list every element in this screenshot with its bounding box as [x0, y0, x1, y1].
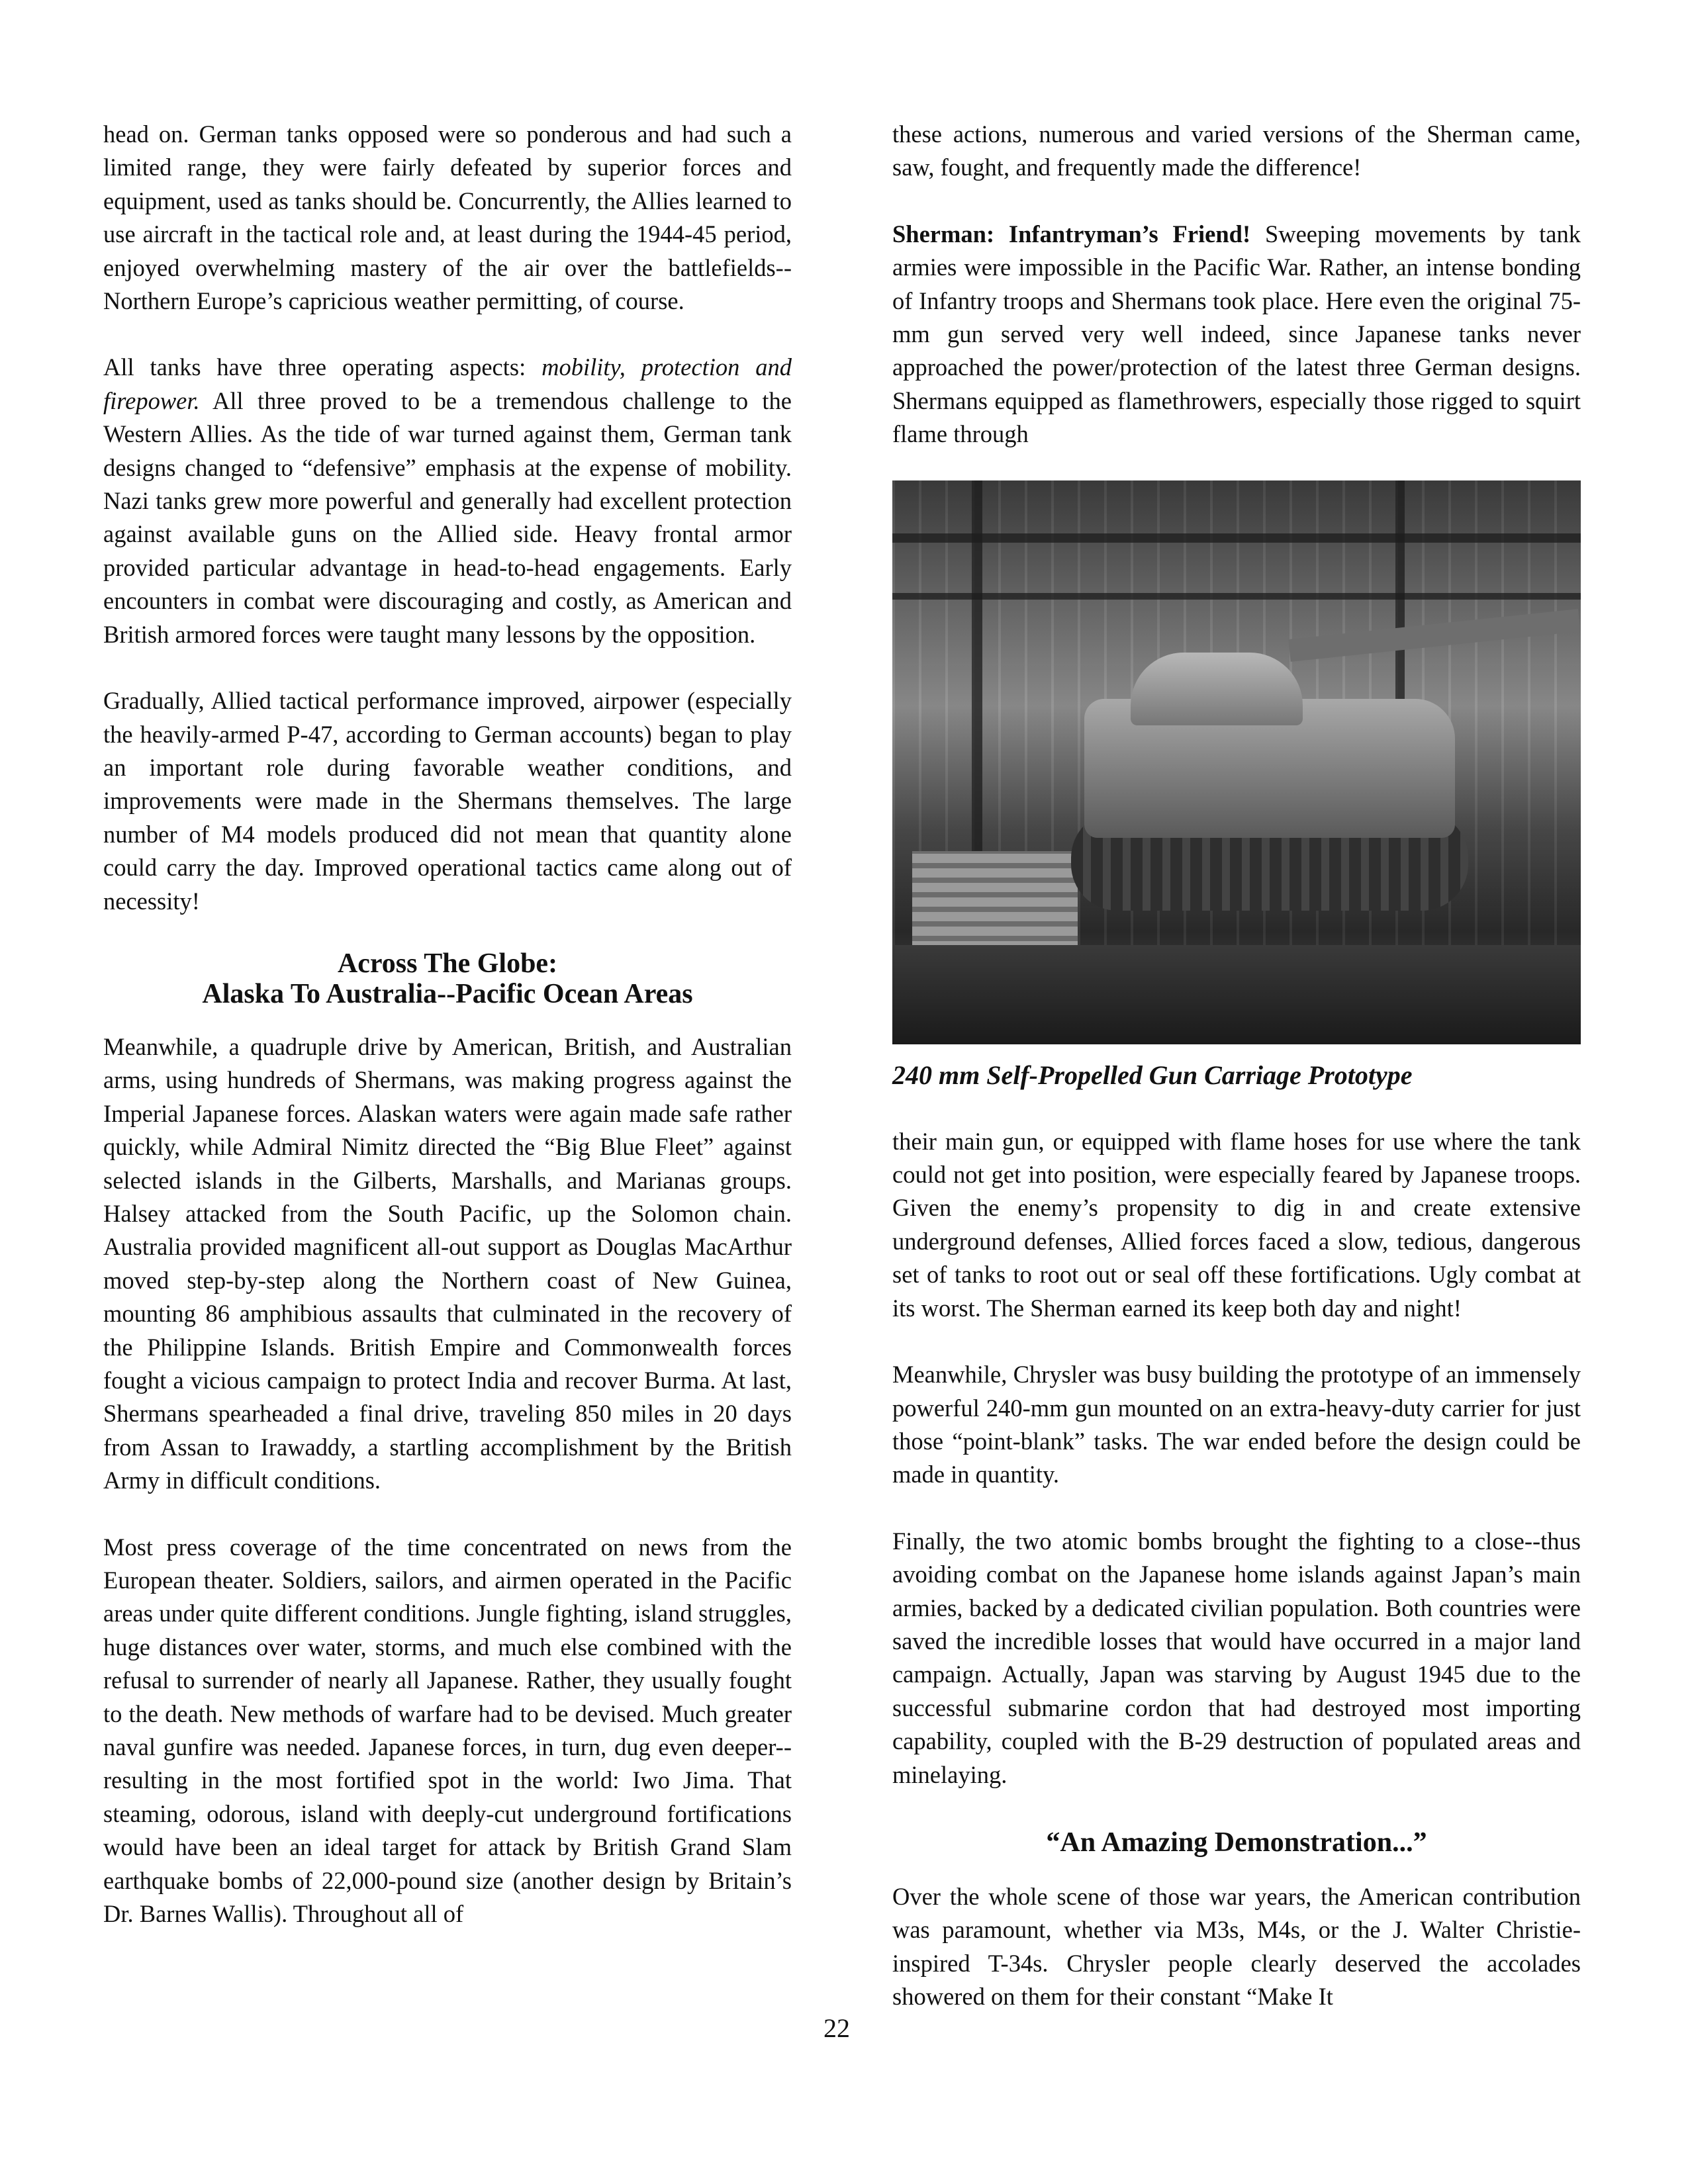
section-heading-line-2: Alaska To Australia--Pacific Ocean Areas: [202, 978, 693, 1009]
paragraph-text: All tanks have three operating aspects:: [103, 353, 542, 381]
section-heading: [103, 946, 792, 1012]
paragraph-text: Sweeping movements by tank armies were impossible in the Pacific War. Rather, an intense bonding of Infantry troops and Shermans took place. Here even the original 75-mm gun served very well indeed, since Japanese tanks never approached the power/protection of the latest three German designs. Shermans equipped as flamethrowers, especially those rigged to squirt flame through: [892, 220, 1581, 448]
paragraph: Finally, the two atomic bombs brought the fighting to a close--thus avoiding combat on the Japanese home islands against Japan’s main armies, backed by a dedicated civilian population. Both countries were saved the incredible losses that would have occurred in a major land campaign. Actually, Japan was starving by August 1945 due to the successful submarine cordon that had destroyed most importing capability, coupled with the B-29 destruction of populated areas and minelaying.: [892, 1527, 1581, 1788]
paragraph: Gradually, Allied tactical performance improved, airpower (especially the heavily-armed P-47, according to German accounts) began to play an important role during favorable weather conditions, and improvements were made in the Shermans themselves. The large number of M4 models produced did not mean that quantity alone could carry the day. Improved operational tactics came along out of necessity!: [103, 687, 792, 915]
section-heading: “An Amazing Demonstration...”: [1046, 1827, 1427, 1858]
emphasis-text: mobility, protection and firepower.: [103, 353, 792, 414]
tank-photo: [892, 480, 1581, 1044]
paragraph: [103, 351, 792, 651]
section-heading-line-1: Across The Globe:: [337, 948, 558, 979]
paragraph: Over the whole scene of those war years, the American contribution was paramount, whether via M3s, M4s, or the J. Walter Christie-inspired T-34s. Chrysler people clearly deserved the accolades showered on them for their constant “Make It: [892, 1882, 1581, 2011]
page-number: 22: [823, 2013, 850, 2043]
paragraph: Meanwhile, Chrysler was busy building the prototype of an immensely powerful 240-mm gun mounted on an extra-heavy-duty carrier for just those “point-blank” tasks. The war ended before the design could be made in quantity.: [892, 1361, 1581, 1488]
photo-caption: 240 mm Self-Propelled Gun Carriage Prototype: [892, 1060, 1413, 1090]
paragraph: these actions, numerous and varied versions of the Sherman came, saw, fought, and frequently made the difference!: [892, 120, 1581, 181]
left-column: [103, 118, 792, 1964]
paragraph: Most press coverage of the time concentrated on news from the European theater. Soldiers, sailors, and airmen operated in the Pacific areas under quite different conditions. Jungle fighting, island struggles, huge distances over water, storms, and much else combined with the refusal to surrender of nearly all Japanese. Rather, they usually fought to the death. New methods of warfare had to be devised. Much greater naval gunfire was needed. Japanese forces, in turn, dug even deeper--resulting in the most fortified spot in the world: Iwo Jima. That steaming, odorous, island with deeply-cut underground fortifications would have been an ideal target for attack by British Grand Slam earthquake bombs of 22,000-pound size (another design by Britain’s Dr. Barnes Wallis). Throughout all of: [103, 1533, 792, 1928]
right-column: [892, 118, 1581, 2047]
paragraph: head on. German tanks opposed were so ponderous and had such a limited range, they were fairly defeated by superior forces and equipment, used as tanks should be. Concurrently, the Allies learned to use aircraft in the tactical role and, at least during the 1944-45 period, enjoyed overwhelming mastery of the air over the battlefields--Northern Europe’s capricious weather permitting, of course.: [103, 120, 792, 315]
lead-in-heading: Sherman: Infantryman’s Friend!: [892, 220, 1251, 248]
paragraph: [892, 218, 1581, 451]
paragraph: Meanwhile, a quadruple drive by American, British, and Australian arms, using hundreds of Shermans, was making progress against the Imperial Japanese forces. Alaskan waters were again made safe rather quickly, while Admiral Nimitz directed the “Big Blue Fleet” against selected islands in the Gilberts, Marshalls, and Marianas groups. Halsey attacked from the South Pacific, up the Solomon chain. Australia provided magnificent all-out support as Douglas MacArthur moved step-by-step along the Northern coast of New Guinea, mounting 86 amphibious assaults that culminated in the recovery of the Philippine Islands. British Empire and Commonwealth forces fought a vicious campaign to protect India and recover Burma. At last, Shermans spearheaded a final drive, traveling 850 miles in 20 days from Assan to Irawaddy, a startling accomplishment by the British Army in difficult conditions.: [103, 1032, 792, 1494]
paragraph: their main gun, or equipped with flame hoses for use where the tank could not get into position, were especially feared by Japanese troops. Given the enemy’s propensity to dig in and create extensive underground defenses, Allied forces faced a slow, tedious, dangerous set of tanks to root out or seal off these fortifications. Ugly combat at its worst. The Sherman earned its keep both day and night!: [892, 1127, 1581, 1322]
paragraph-text: All three proved to be a tremendous challenge to the Western Allies. As the tide of war turned against them, German tank designs changed to “defensive” emphasis at the expense of mobility. Nazi tanks grew more powerful and generally had excellent protection against available guns on the Allied side. Heavy frontal armor provided particular advantage in head-to-head engagements. Early encounters in combat were discouraging and costly, as American and British armored forces were taught many lessons by the opposition.: [103, 387, 792, 648]
